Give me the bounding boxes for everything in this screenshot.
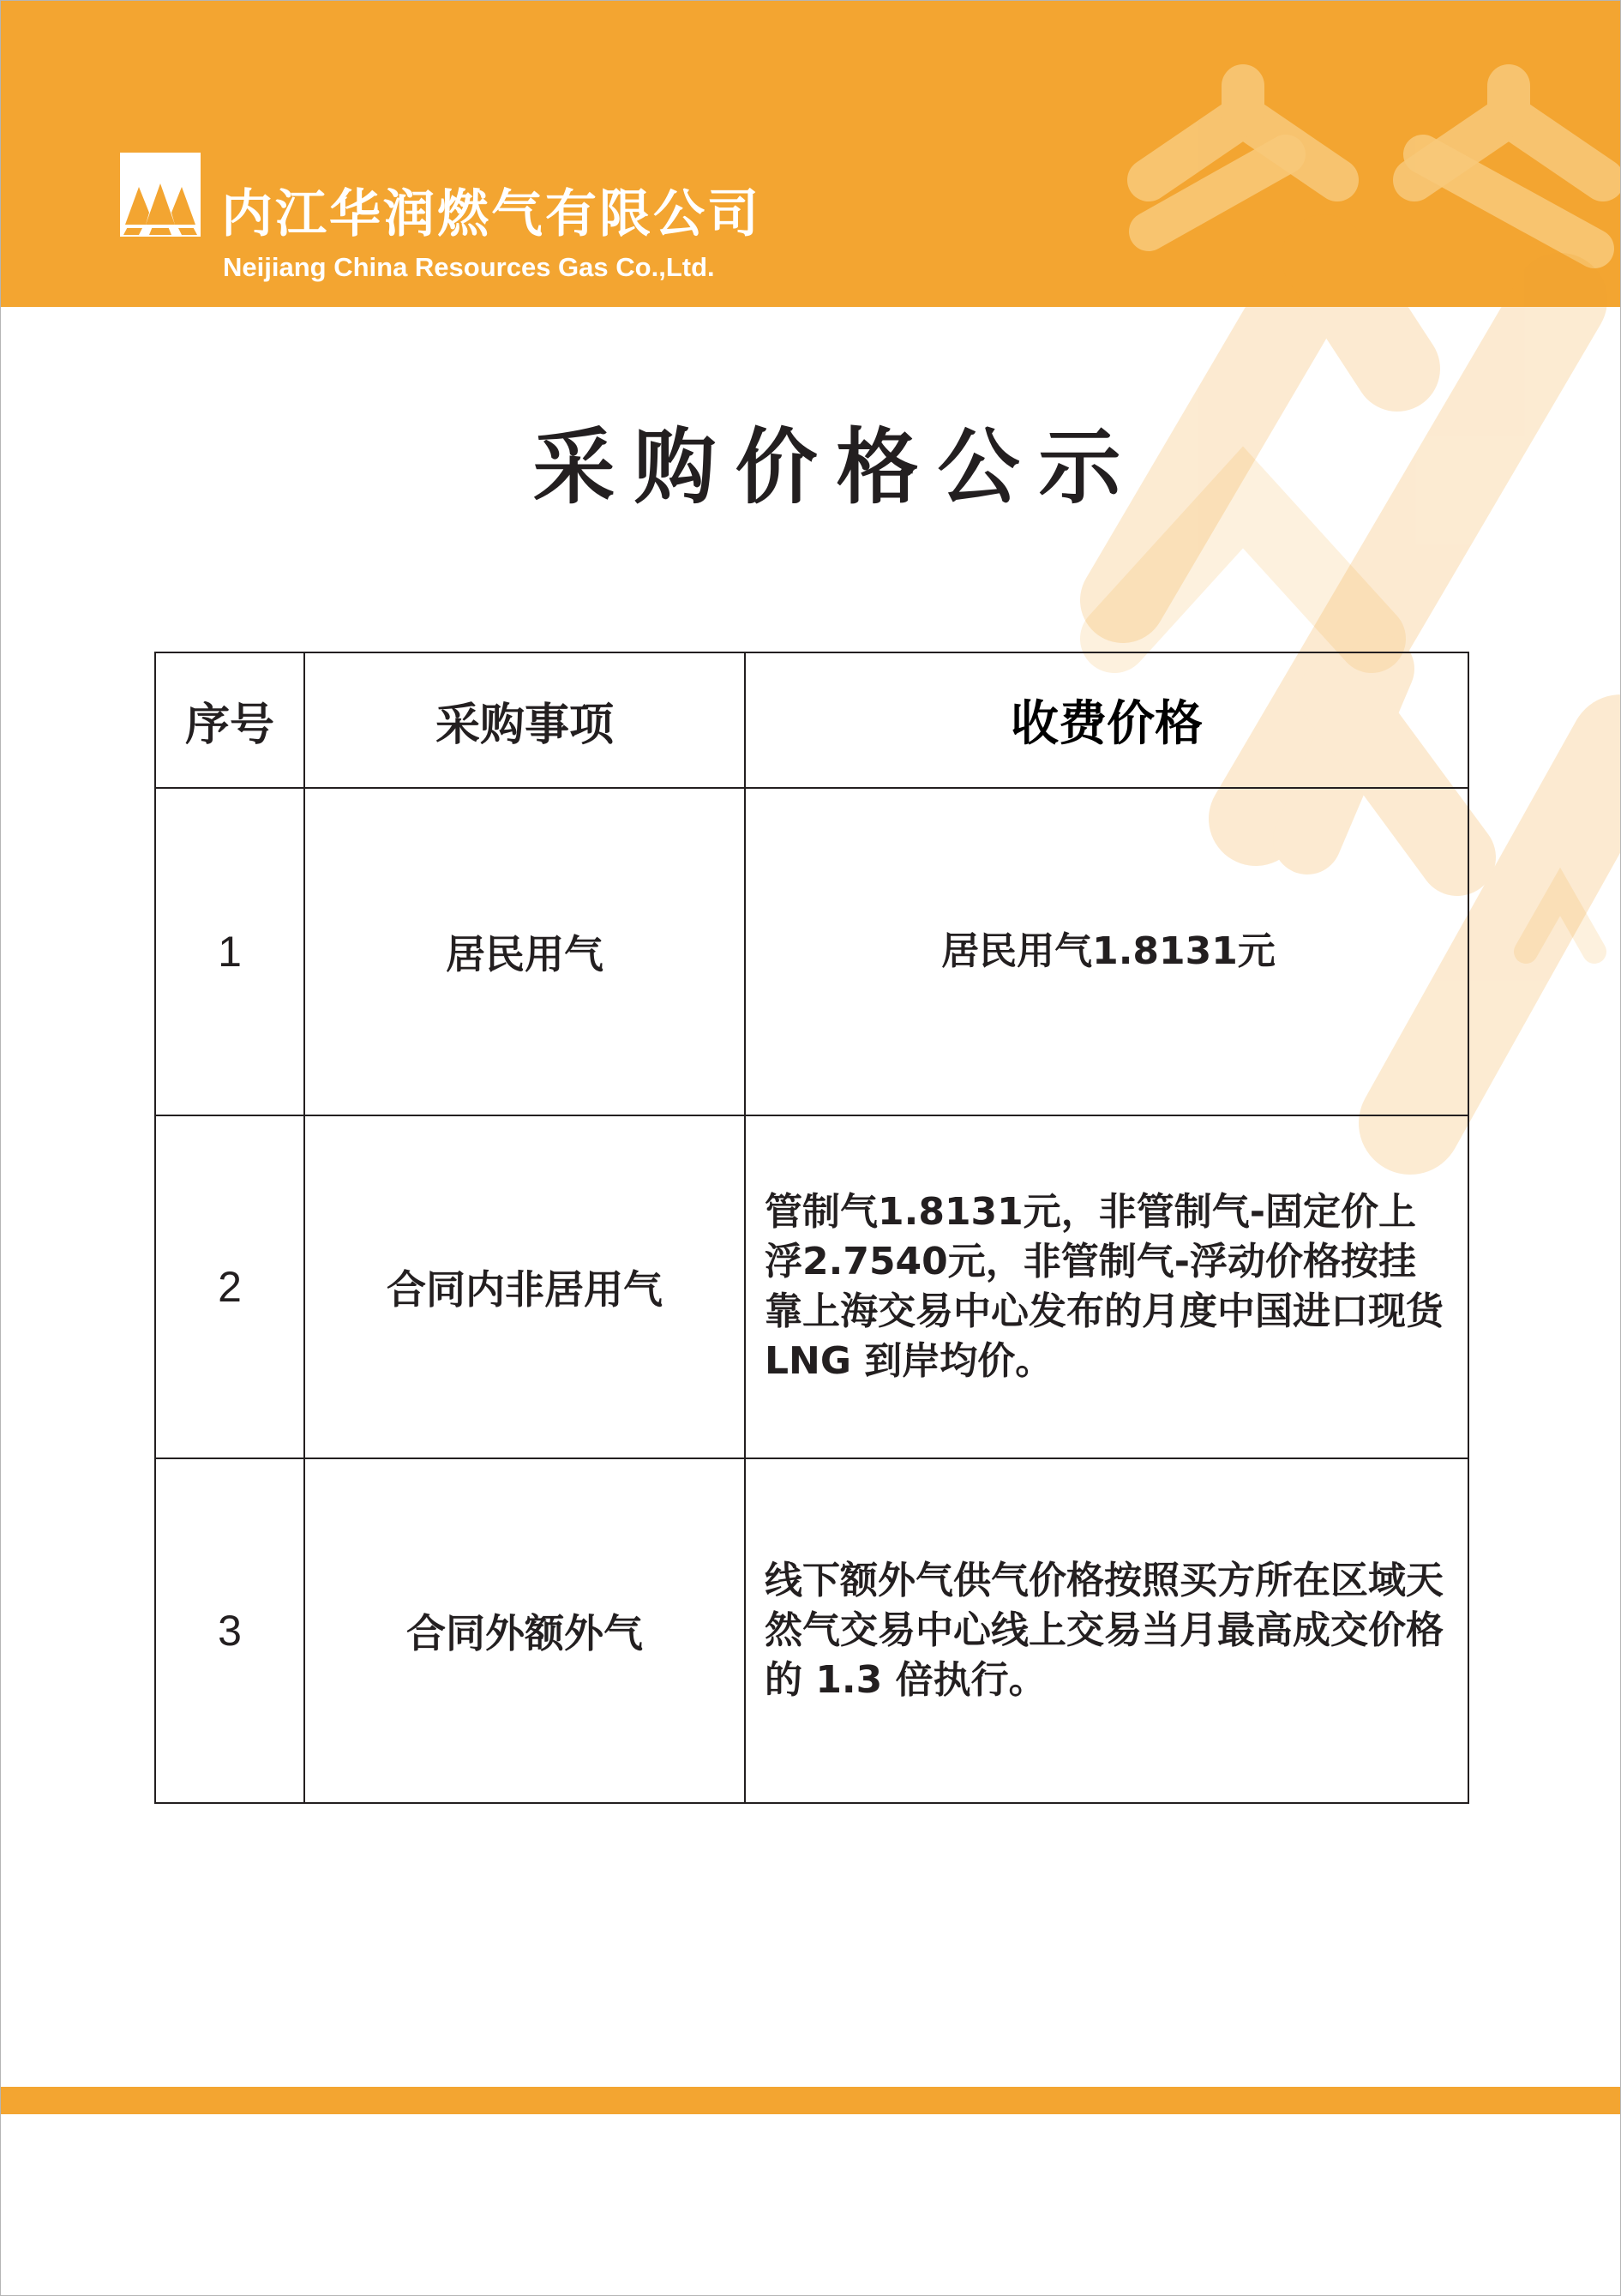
china-resources-logo-icon bbox=[120, 153, 201, 237]
table-row bbox=[155, 788, 1468, 1115]
row-item: 合同外额外气 bbox=[304, 1458, 745, 1803]
row-item: 合同内非居用气 bbox=[304, 1115, 745, 1458]
row-price: 居民用气1.8131元 bbox=[745, 788, 1468, 1115]
row-price: 管制气1.8131元，非管制气-固定价上浮2.7540元，非管制气-浮动价格按挂靠上海交易中心发布的月度中国进口现货 LNG 到岸均价。 bbox=[745, 1115, 1468, 1458]
row-no: 1 bbox=[155, 788, 304, 1115]
table-row bbox=[155, 1458, 1468, 1803]
header-item: 采购事项 bbox=[304, 652, 745, 788]
header-no: 序号 bbox=[155, 652, 304, 788]
page-title-text: 采购价格公示 bbox=[532, 419, 1140, 515]
company-name-cn: 内江华润燃气有限公司 bbox=[221, 184, 761, 244]
row-no: 3 bbox=[155, 1458, 304, 1803]
bottom-stripe bbox=[0, 2087, 1621, 2114]
company-name-en: Neijiang China Resources Gas Co.,Ltd. bbox=[223, 252, 715, 282]
row-no: 2 bbox=[155, 1115, 304, 1458]
price-table bbox=[154, 652, 1469, 1804]
row-item: 居民用气 bbox=[304, 788, 745, 1115]
table-row bbox=[155, 1115, 1468, 1458]
row-price: 线下额外气供气价格按照买方所在区域天然气交易中心线上交易当月最高成交价格的 1.3 倍执行。 bbox=[745, 1458, 1468, 1803]
header-price: 收费价格 bbox=[745, 652, 1468, 788]
table-header-row bbox=[155, 652, 1468, 788]
page-title bbox=[0, 416, 1621, 519]
